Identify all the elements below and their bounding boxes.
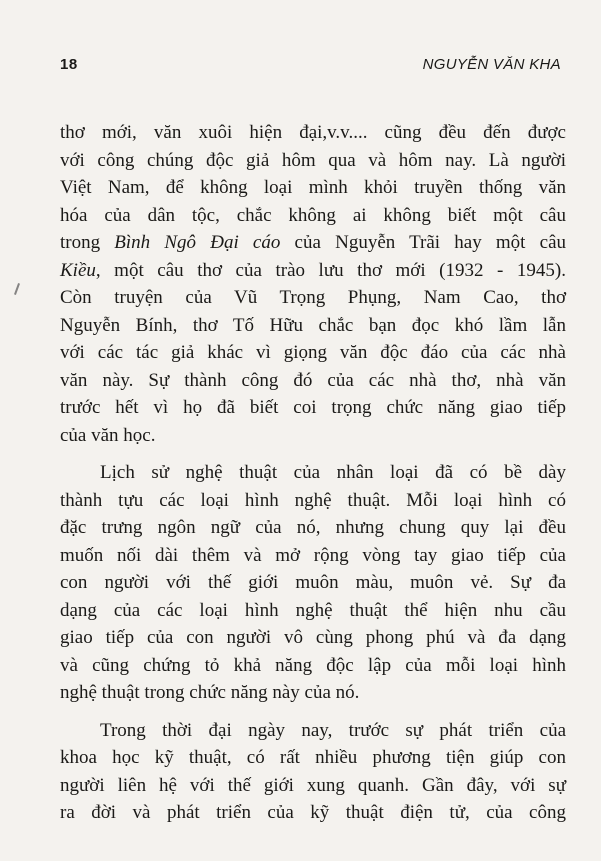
text-fragment: , một câu thơ của trào lưu thơ mới (1932 - 1945).	[95, 259, 566, 281]
text-line: dạng của các loại hình nghệ thuật thể hiện nhu cầu	[60, 599, 566, 621]
text-line: trước hết vì họ đã biết coi trọng chức năng giao tiếp	[60, 397, 566, 418]
italic-work-title: Bình Ngô Đại cáo	[114, 232, 281, 253]
text-line: con người với thế giới muôn màu, muôn vẻ. Sự đa	[60, 572, 566, 593]
text-line: với công chúng độc giả hôm qua và hôm nay. Là người	[60, 149, 566, 171]
text-line: văn này. Sự thành công đó của các nhà thơ, nhà văn	[60, 369, 566, 391]
text-line: ra đời và phát triển của kỹ thuật điện tử, của công	[60, 802, 566, 823]
paragraph-3	[60, 717, 566, 827]
text-line: Trong thời đại ngày nay, trước sự phát triển của	[100, 719, 566, 741]
text-fragment: trong	[60, 232, 115, 253]
text-line: Lịch sử nghệ thuật của nhân loại đã có bề dày	[100, 462, 566, 483]
text-line: Việt Nam, để không loại mình khỏi truyền thống văn	[60, 177, 566, 198]
paragraph-2	[60, 459, 566, 707]
text-line: thành tựu các loại hình nghệ thuật. Mỗi loại hình có	[60, 489, 566, 511]
italic-work-title: Kiều	[60, 259, 96, 281]
text-line: với các tác giả khác vì giọng văn độc đáo của các nhà	[60, 342, 566, 363]
text-line	[60, 229, 566, 257]
text-line: người liên hệ với thế giới xung quanh. Gần đây, với sự	[60, 774, 566, 796]
text-line: khoa học kỹ thuật, có rất nhiều phương tiện giúp con	[60, 747, 566, 768]
text-line: hóa của dân tộc, chắc không ai không biết một câu	[60, 204, 566, 226]
text-line: đặc trưng ngôn ngữ của nó, nhưng chung quy lại đều	[60, 517, 566, 538]
text-line: muốn nối dài thêm và mở rộng vòng tay giao tiếp của	[60, 544, 566, 566]
margin-pencil-mark	[14, 283, 20, 295]
page-number: 18	[60, 56, 78, 73]
body-text	[60, 119, 566, 837]
running-header-author: NGUYỄN VĂN KHA	[422, 56, 561, 73]
text-line: nghệ thuật trong chức năng này của nó.	[60, 682, 360, 703]
text-fragment: của Nguyễn Trãi hay một câu	[280, 232, 566, 253]
text-line: thơ mới, văn xuôi hiện đại,v.v.... cũng đều đến được	[60, 122, 566, 143]
text-line: Còn truyện của Vũ Trọng Phụng, Nam Cao, thơ	[60, 287, 566, 308]
text-line: của văn học.	[60, 424, 156, 446]
text-line: giao tiếp của con người vô cùng phong phú và đa dạng	[60, 627, 566, 648]
paragraph-1	[60, 119, 566, 449]
text-line: Nguyễn Bính, thơ Tố Hữu chắc bạn đọc khó lầm lẫn	[60, 314, 566, 336]
text-line: và cũng chứng tỏ khả năng độc lập của mỗi loại hình	[60, 654, 566, 676]
text-line	[60, 257, 566, 285]
